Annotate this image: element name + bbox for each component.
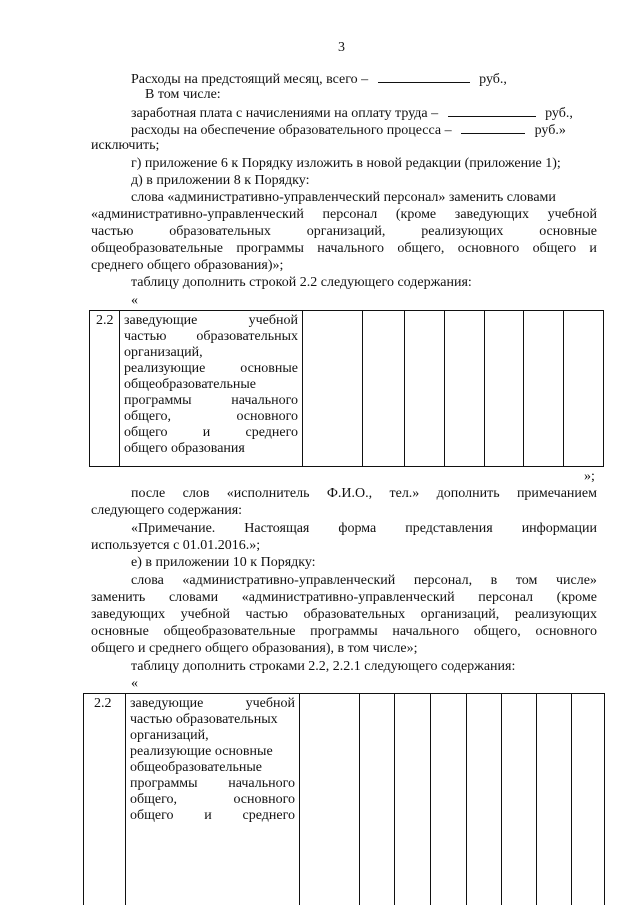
desc-line bbox=[130, 744, 295, 760]
word: организаций, bbox=[130, 728, 209, 743]
item-e-text: е) в приложении 10 к Порядку: bbox=[131, 555, 316, 570]
salary-label: заработная плата с начислениями на оплату труда – bbox=[131, 106, 439, 121]
word: заведующие bbox=[130, 696, 204, 711]
word: общего bbox=[532, 241, 577, 256]
word: начального bbox=[231, 393, 298, 408]
empty-cell bbox=[445, 311, 485, 467]
row-number-cell: 2.2 bbox=[90, 311, 120, 467]
desc-line bbox=[130, 792, 295, 808]
word: Настоящая bbox=[244, 521, 310, 536]
expenses-total-line bbox=[131, 70, 507, 88]
word: словами bbox=[168, 590, 219, 605]
desc-line bbox=[130, 808, 295, 824]
word: программы bbox=[310, 624, 378, 639]
word: общего, bbox=[473, 624, 521, 639]
empty-cell bbox=[524, 311, 564, 467]
salary-unit: руб., bbox=[545, 106, 573, 121]
word: организаций, bbox=[306, 224, 386, 239]
word: общеобразовательные bbox=[163, 624, 296, 639]
word: Ф.И.О., bbox=[326, 486, 373, 501]
word: реализующие bbox=[124, 361, 206, 376]
replace-words-text: слова «административно-управленческий персонал» заменить словами bbox=[131, 190, 556, 205]
empty-cell bbox=[502, 694, 537, 905]
word: частью bbox=[245, 607, 288, 622]
row-description-cell bbox=[120, 311, 303, 467]
word: и bbox=[204, 808, 212, 823]
justified-line-10 bbox=[91, 224, 597, 240]
table-1-row bbox=[90, 311, 604, 467]
word: общеобразовательные bbox=[130, 760, 262, 775]
expenses-total-unit: руб., bbox=[479, 72, 507, 87]
word: «административно-управленческий bbox=[241, 590, 455, 605]
word: заведующие bbox=[124, 313, 198, 328]
word: и bbox=[589, 241, 597, 256]
word: дополнить bbox=[436, 486, 500, 501]
word: «административно-управленческий bbox=[91, 207, 304, 222]
empty-cell bbox=[395, 694, 431, 905]
word: заведующих bbox=[91, 607, 166, 622]
word: том bbox=[515, 573, 538, 588]
word: начального bbox=[392, 624, 460, 639]
word: среднего bbox=[242, 808, 295, 823]
desc-line bbox=[130, 712, 295, 728]
closing-quote: »; bbox=[584, 469, 595, 484]
table-1 bbox=[89, 310, 604, 467]
justified-line-21 bbox=[131, 573, 597, 589]
word: (кроме bbox=[556, 590, 597, 605]
line-19: используется с 01.01.2016.»; bbox=[91, 538, 261, 553]
empty-cell bbox=[303, 311, 363, 467]
word: общего, bbox=[124, 409, 172, 424]
word: и bbox=[202, 425, 211, 440]
justified-line-23 bbox=[91, 607, 597, 623]
word: «административно-управленческий bbox=[182, 573, 396, 588]
expenses-total-blank bbox=[378, 70, 470, 83]
word: начального bbox=[228, 776, 295, 791]
row-description-cell bbox=[126, 694, 300, 905]
word: учебной bbox=[245, 696, 295, 711]
desc-line bbox=[130, 776, 295, 792]
justified-line-18 bbox=[131, 521, 597, 537]
word: основного bbox=[535, 624, 597, 639]
word: начального bbox=[317, 241, 385, 256]
desc-line bbox=[124, 425, 298, 441]
line-12: среднего общего образования)»; bbox=[91, 258, 284, 273]
word: частью bbox=[124, 329, 167, 344]
word: учебной bbox=[180, 607, 231, 622]
word: общего, bbox=[130, 792, 178, 807]
desc-line bbox=[124, 361, 298, 377]
empty-cell bbox=[564, 311, 604, 467]
empty-cell bbox=[300, 694, 360, 905]
word: персонал bbox=[478, 590, 534, 605]
exclude-text: исключить; bbox=[91, 138, 160, 153]
empty-cell bbox=[485, 311, 524, 467]
word: учебной bbox=[547, 207, 597, 222]
word: после bbox=[131, 486, 166, 501]
opening-quote: « bbox=[131, 293, 138, 308]
word: организаций, bbox=[420, 607, 500, 622]
including-label: В том числе: bbox=[145, 87, 221, 102]
word: информации bbox=[521, 521, 597, 536]
word: общего, bbox=[397, 241, 445, 256]
word: заменить bbox=[91, 590, 146, 605]
desc-line bbox=[124, 313, 298, 329]
empty-cell bbox=[363, 311, 405, 467]
word: программы bbox=[124, 393, 192, 408]
justified-line-24 bbox=[91, 624, 597, 640]
word: общеобразовательные bbox=[124, 377, 256, 392]
expenses-total-label: Расходы на предстоящий месяц, всего – bbox=[131, 72, 369, 87]
word: основные bbox=[240, 361, 298, 376]
word: общего bbox=[130, 808, 174, 823]
word: образовательных bbox=[169, 224, 271, 239]
word: слов bbox=[182, 486, 210, 501]
word: тел.» bbox=[389, 486, 420, 501]
word: «Примечание. bbox=[131, 521, 216, 536]
justified-line-11 bbox=[91, 241, 597, 257]
word: общего bbox=[124, 425, 168, 440]
table-add-rows-text: таблицу дополнить строками 2.2, 2.2.1 следующего содержания: bbox=[131, 659, 516, 674]
education-process-label: расходы на обеспечение образовательного процесса – bbox=[131, 123, 452, 138]
word: основного bbox=[457, 241, 520, 256]
education-process-unit: руб.» bbox=[534, 123, 566, 138]
opening-quote-2: « bbox=[131, 676, 138, 691]
word: «исполнитель bbox=[226, 486, 310, 501]
word: представления bbox=[405, 521, 493, 536]
word: (кроме bbox=[395, 207, 437, 222]
word: программы bbox=[130, 776, 198, 791]
word: заведующих bbox=[454, 207, 529, 222]
word: учебной bbox=[248, 313, 298, 328]
desc-line bbox=[130, 696, 295, 712]
table-add-row-text: таблицу дополнить строкой 2.2 следующего содержания: bbox=[131, 275, 472, 290]
desc-line bbox=[124, 377, 298, 393]
word: среднего bbox=[245, 425, 298, 440]
word: образовательных bbox=[303, 607, 406, 622]
empty-cell bbox=[572, 694, 605, 905]
empty-cell bbox=[467, 694, 502, 905]
justified-line-22 bbox=[91, 590, 597, 606]
desc-line bbox=[124, 345, 298, 361]
salary-line bbox=[131, 104, 573, 122]
justified-line-9 bbox=[91, 207, 597, 223]
desc-line bbox=[124, 393, 298, 409]
word: общеобразовательные bbox=[91, 241, 223, 256]
word: программы bbox=[236, 241, 304, 256]
justified-line-16 bbox=[131, 486, 597, 502]
word: примечанием bbox=[516, 486, 597, 501]
desc-line bbox=[124, 409, 298, 425]
word: реализующие основные bbox=[130, 744, 273, 759]
empty-cell bbox=[431, 694, 467, 905]
word: образовательных bbox=[196, 329, 298, 344]
table-2-row bbox=[84, 694, 605, 905]
item-d-text: д) в приложении 8 к Порядку: bbox=[131, 173, 310, 188]
word: реализующих bbox=[421, 224, 504, 239]
desc-line bbox=[124, 329, 298, 345]
word: основного bbox=[236, 409, 298, 424]
empty-cell bbox=[537, 694, 572, 905]
salary-blank bbox=[448, 104, 536, 117]
word: основные bbox=[91, 624, 149, 639]
education-process-blank bbox=[461, 121, 525, 134]
word: организаций, bbox=[124, 345, 203, 360]
word: персонал bbox=[322, 207, 378, 222]
word: частью bbox=[91, 224, 134, 239]
line-17: следующего содержания: bbox=[91, 503, 243, 518]
desc-line bbox=[130, 728, 295, 744]
row-number-cell: 2.2 bbox=[84, 694, 126, 905]
education-process-line bbox=[131, 121, 566, 139]
page-number: 3 bbox=[338, 40, 345, 55]
word: реализующих bbox=[514, 607, 597, 622]
empty-cell bbox=[360, 694, 395, 905]
word: основные bbox=[539, 224, 597, 239]
desc-line bbox=[124, 441, 298, 457]
empty-cell bbox=[405, 311, 445, 467]
word: основного bbox=[233, 792, 295, 807]
word: числе» bbox=[555, 573, 597, 588]
word: частью образовательных bbox=[130, 712, 278, 727]
desc-line bbox=[130, 760, 295, 776]
word: форма bbox=[338, 521, 377, 536]
word: в bbox=[490, 573, 498, 588]
table-2 bbox=[83, 693, 605, 905]
line-25: общего и среднего общего образования), в том числе»; bbox=[91, 641, 418, 656]
item-g-text: г) приложение 6 к Порядку изложить в новой редакции (приложение 1); bbox=[131, 156, 561, 171]
word: слова bbox=[131, 573, 164, 588]
word: общего образования bbox=[124, 441, 245, 456]
word: персонал, bbox=[413, 573, 473, 588]
